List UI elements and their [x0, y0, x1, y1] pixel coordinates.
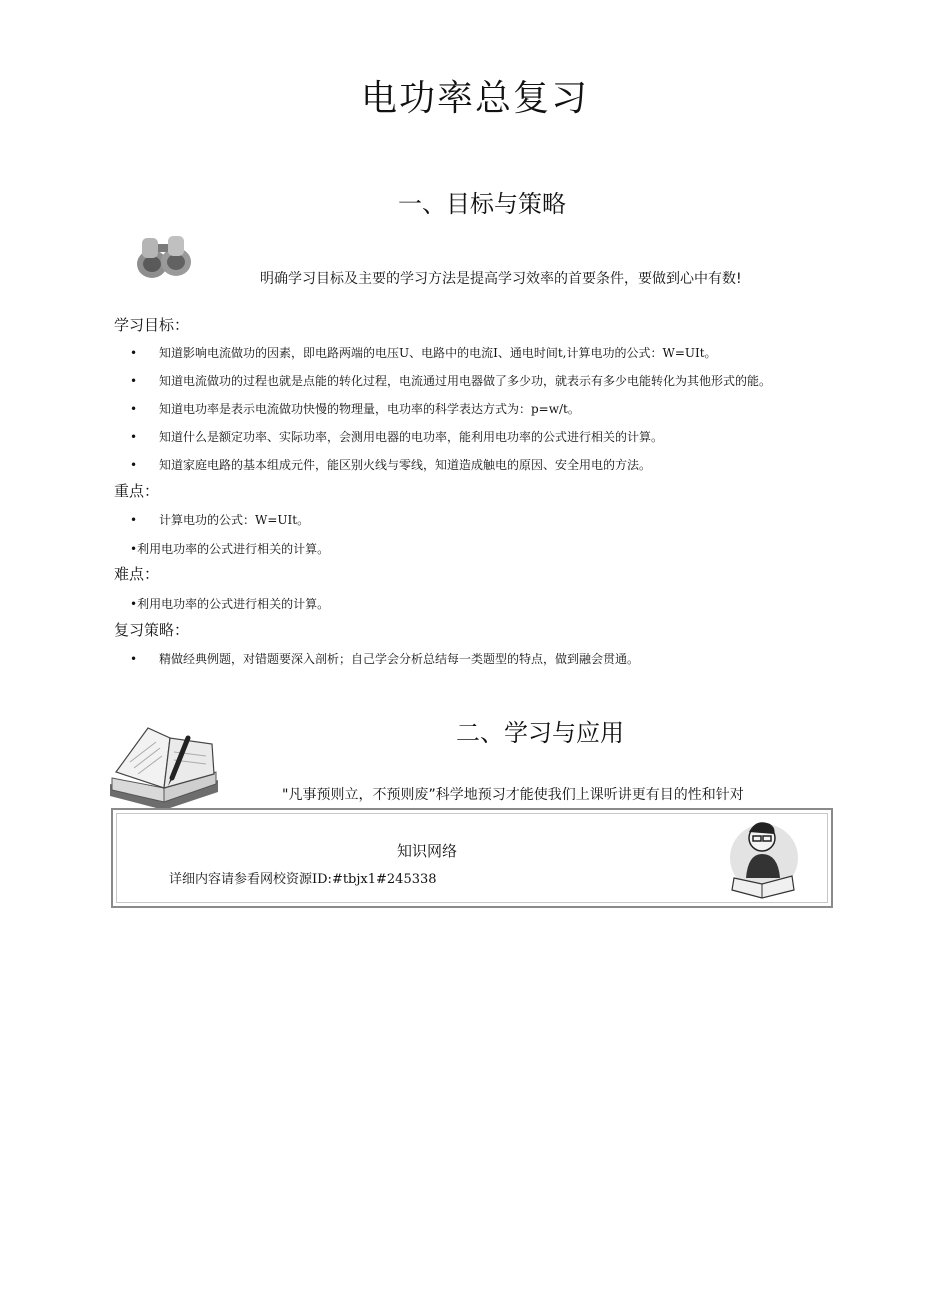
bullet: •: [130, 374, 138, 388]
list-item: • 知道家庭电路的基本组成元件，能区别火线与零线，知道造成触电的原因、安全用电的方法。: [0, 455, 771, 483]
key-point-extra: •利用电功率的公式进行相关的计算。: [130, 542, 330, 556]
binoculars-icon: [132, 230, 196, 282]
bullet: •: [130, 513, 138, 527]
knowledge-network-title: 知识网络: [397, 842, 458, 860]
goals-label: 学习目标：: [114, 316, 190, 334]
section2-intro: "凡事预则立，不预则废”科学地预习才能使我们上课听讲更有目的性和针对: [282, 787, 744, 803]
list-item: • 知道影响电流做功的因素，即电路两端的电压U、电路中的电流I、通电时间t,计算电功的公式：W=UIt。: [0, 343, 771, 371]
section1-intro: 明确学习目标及主要的学习方法是提高学习效率的首要条件，要做到心中有数!: [260, 271, 742, 287]
reading-person-icon: [720, 814, 804, 900]
section1-heading: 一、目标与策略: [398, 190, 566, 218]
strategy-list: [0, 649, 639, 677]
section2-heading: 二、学习与应用: [456, 719, 624, 747]
bullet: •: [130, 458, 138, 472]
page-title: 电功率总复习: [360, 78, 589, 119]
key-points-label: 重点：: [114, 482, 160, 500]
bullet: •: [130, 346, 138, 360]
strategy-label: 复习策略：: [114, 621, 190, 639]
bullet: •: [130, 402, 138, 416]
difficult-item: •利用电功率的公式进行相关的计算。: [130, 597, 330, 611]
difficult-label: 难点：: [114, 565, 160, 583]
bullet: •: [130, 652, 138, 666]
list-item: • 计算电功的公式：W=UIt。: [0, 510, 309, 538]
list-item: • 知道电功率是表示电流做功快慢的物理量，电功率的科学表达方式为：p=w/t。: [0, 399, 771, 427]
key-points-list: [0, 510, 309, 538]
list-item: • 知道什么是额定功率、实际功率，会测用电器的电功率，能利用电功率的公式进行相关的计算。: [0, 427, 771, 455]
list-item: • 精做经典例题，对错题要深入剖析；自己学会分析总结每一类题型的特点，做到融会贯通。: [0, 649, 639, 677]
goals-list: [0, 343, 771, 483]
resource-detail: 详细内容请参看网校资源ID:#tbjx1#245338: [169, 872, 437, 887]
list-item: • 知道电流做功的过程也就是点能的转化过程，电流通过用电器做了多少功，就表示有多少电能转化为其他形式的能。: [0, 371, 771, 399]
bullet: •: [130, 430, 138, 444]
